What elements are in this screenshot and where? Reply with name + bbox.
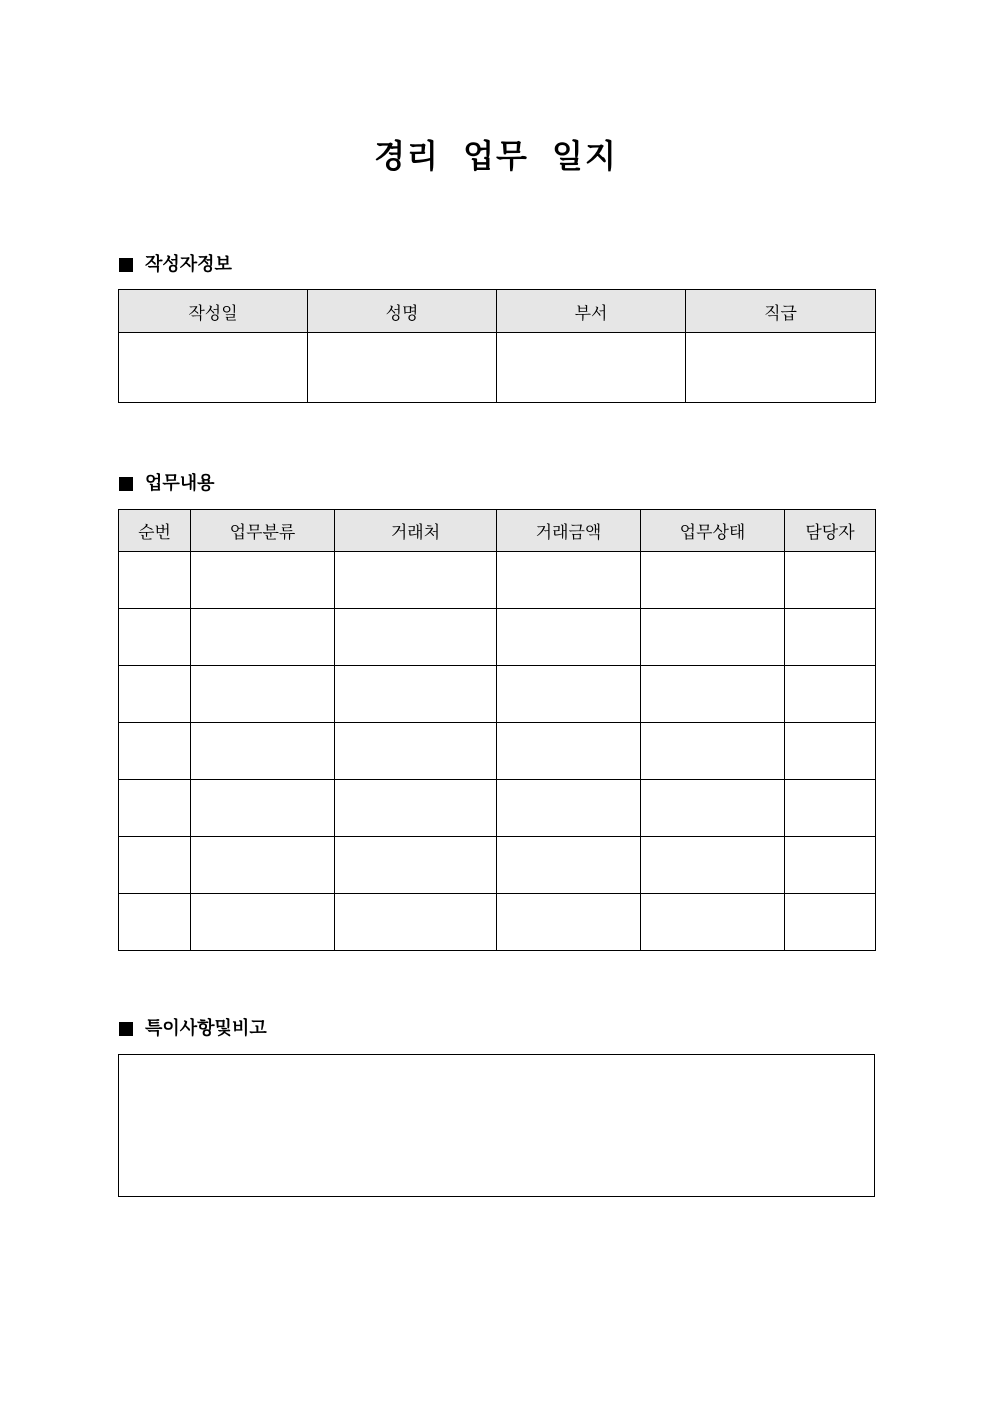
square-bullet-icon xyxy=(119,1022,133,1036)
seq-cell[interactable] xyxy=(119,780,191,837)
status-cell[interactable] xyxy=(641,552,785,609)
author-info-value-row xyxy=(119,333,876,403)
seq-cell[interactable] xyxy=(119,666,191,723)
header-position: 직급 xyxy=(686,290,876,333)
status-cell[interactable] xyxy=(641,666,785,723)
manager-cell[interactable] xyxy=(785,609,876,666)
header-manager: 담당자 xyxy=(785,510,876,552)
seq-cell[interactable] xyxy=(119,552,191,609)
square-bullet-icon xyxy=(119,477,133,491)
header-date: 작성일 xyxy=(119,290,308,333)
status-cell[interactable] xyxy=(641,723,785,780)
header-name: 성명 xyxy=(308,290,497,333)
client-cell[interactable] xyxy=(335,552,497,609)
table-row xyxy=(119,723,876,780)
name-cell[interactable] xyxy=(308,333,497,403)
seq-cell[interactable] xyxy=(119,894,191,951)
table-row xyxy=(119,780,876,837)
status-cell[interactable] xyxy=(641,894,785,951)
table-row xyxy=(119,552,876,609)
square-bullet-icon xyxy=(119,258,133,272)
manager-cell[interactable] xyxy=(785,552,876,609)
client-cell[interactable] xyxy=(335,894,497,951)
amount-cell[interactable] xyxy=(497,837,641,894)
header-status: 업무상태 xyxy=(641,510,785,552)
table-row xyxy=(119,666,876,723)
amount-cell[interactable] xyxy=(497,552,641,609)
manager-cell[interactable] xyxy=(785,666,876,723)
client-cell[interactable] xyxy=(335,609,497,666)
category-cell[interactable] xyxy=(191,894,335,951)
client-cell[interactable] xyxy=(335,723,497,780)
manager-cell[interactable] xyxy=(785,723,876,780)
table-row xyxy=(119,609,876,666)
table-row xyxy=(119,837,876,894)
notes-section-heading xyxy=(119,1017,267,1041)
amount-cell[interactable] xyxy=(497,780,641,837)
notes-section-title: 특이사항및비고 xyxy=(145,1018,267,1039)
seq-cell[interactable] xyxy=(119,609,191,666)
status-cell[interactable] xyxy=(641,609,785,666)
document-title: 경리 업무 일지 xyxy=(374,137,618,175)
work-content-table xyxy=(118,509,876,951)
manager-cell[interactable] xyxy=(785,837,876,894)
notes-box[interactable] xyxy=(118,1054,875,1197)
category-cell[interactable] xyxy=(191,780,335,837)
manager-cell[interactable] xyxy=(785,894,876,951)
work-section-heading xyxy=(119,472,215,496)
amount-cell[interactable] xyxy=(497,609,641,666)
author-info-header-row xyxy=(119,290,876,333)
category-cell[interactable] xyxy=(191,723,335,780)
date-cell[interactable] xyxy=(119,333,308,403)
category-cell[interactable] xyxy=(191,609,335,666)
header-seq: 순번 xyxy=(119,510,191,552)
header-amount: 거래금액 xyxy=(497,510,641,552)
seq-cell[interactable] xyxy=(119,837,191,894)
position-cell[interactable] xyxy=(686,333,876,403)
amount-cell[interactable] xyxy=(497,666,641,723)
seq-cell[interactable] xyxy=(119,723,191,780)
manager-cell[interactable] xyxy=(785,780,876,837)
category-cell[interactable] xyxy=(191,552,335,609)
info-section-heading xyxy=(119,253,232,277)
category-cell[interactable] xyxy=(191,666,335,723)
amount-cell[interactable] xyxy=(497,894,641,951)
header-category: 업무분류 xyxy=(191,510,335,552)
category-cell[interactable] xyxy=(191,837,335,894)
author-info-table xyxy=(118,289,876,403)
client-cell[interactable] xyxy=(335,780,497,837)
status-cell[interactable] xyxy=(641,780,785,837)
department-cell[interactable] xyxy=(497,333,686,403)
header-department: 부서 xyxy=(497,290,686,333)
status-cell[interactable] xyxy=(641,837,785,894)
amount-cell[interactable] xyxy=(497,723,641,780)
client-cell[interactable] xyxy=(335,666,497,723)
work-section-title: 업무내용 xyxy=(145,473,215,494)
info-section-title: 작성자정보 xyxy=(145,254,232,275)
work-header-row xyxy=(119,510,876,552)
table-row xyxy=(119,894,876,951)
header-client: 거래처 xyxy=(335,510,497,552)
client-cell[interactable] xyxy=(335,837,497,894)
